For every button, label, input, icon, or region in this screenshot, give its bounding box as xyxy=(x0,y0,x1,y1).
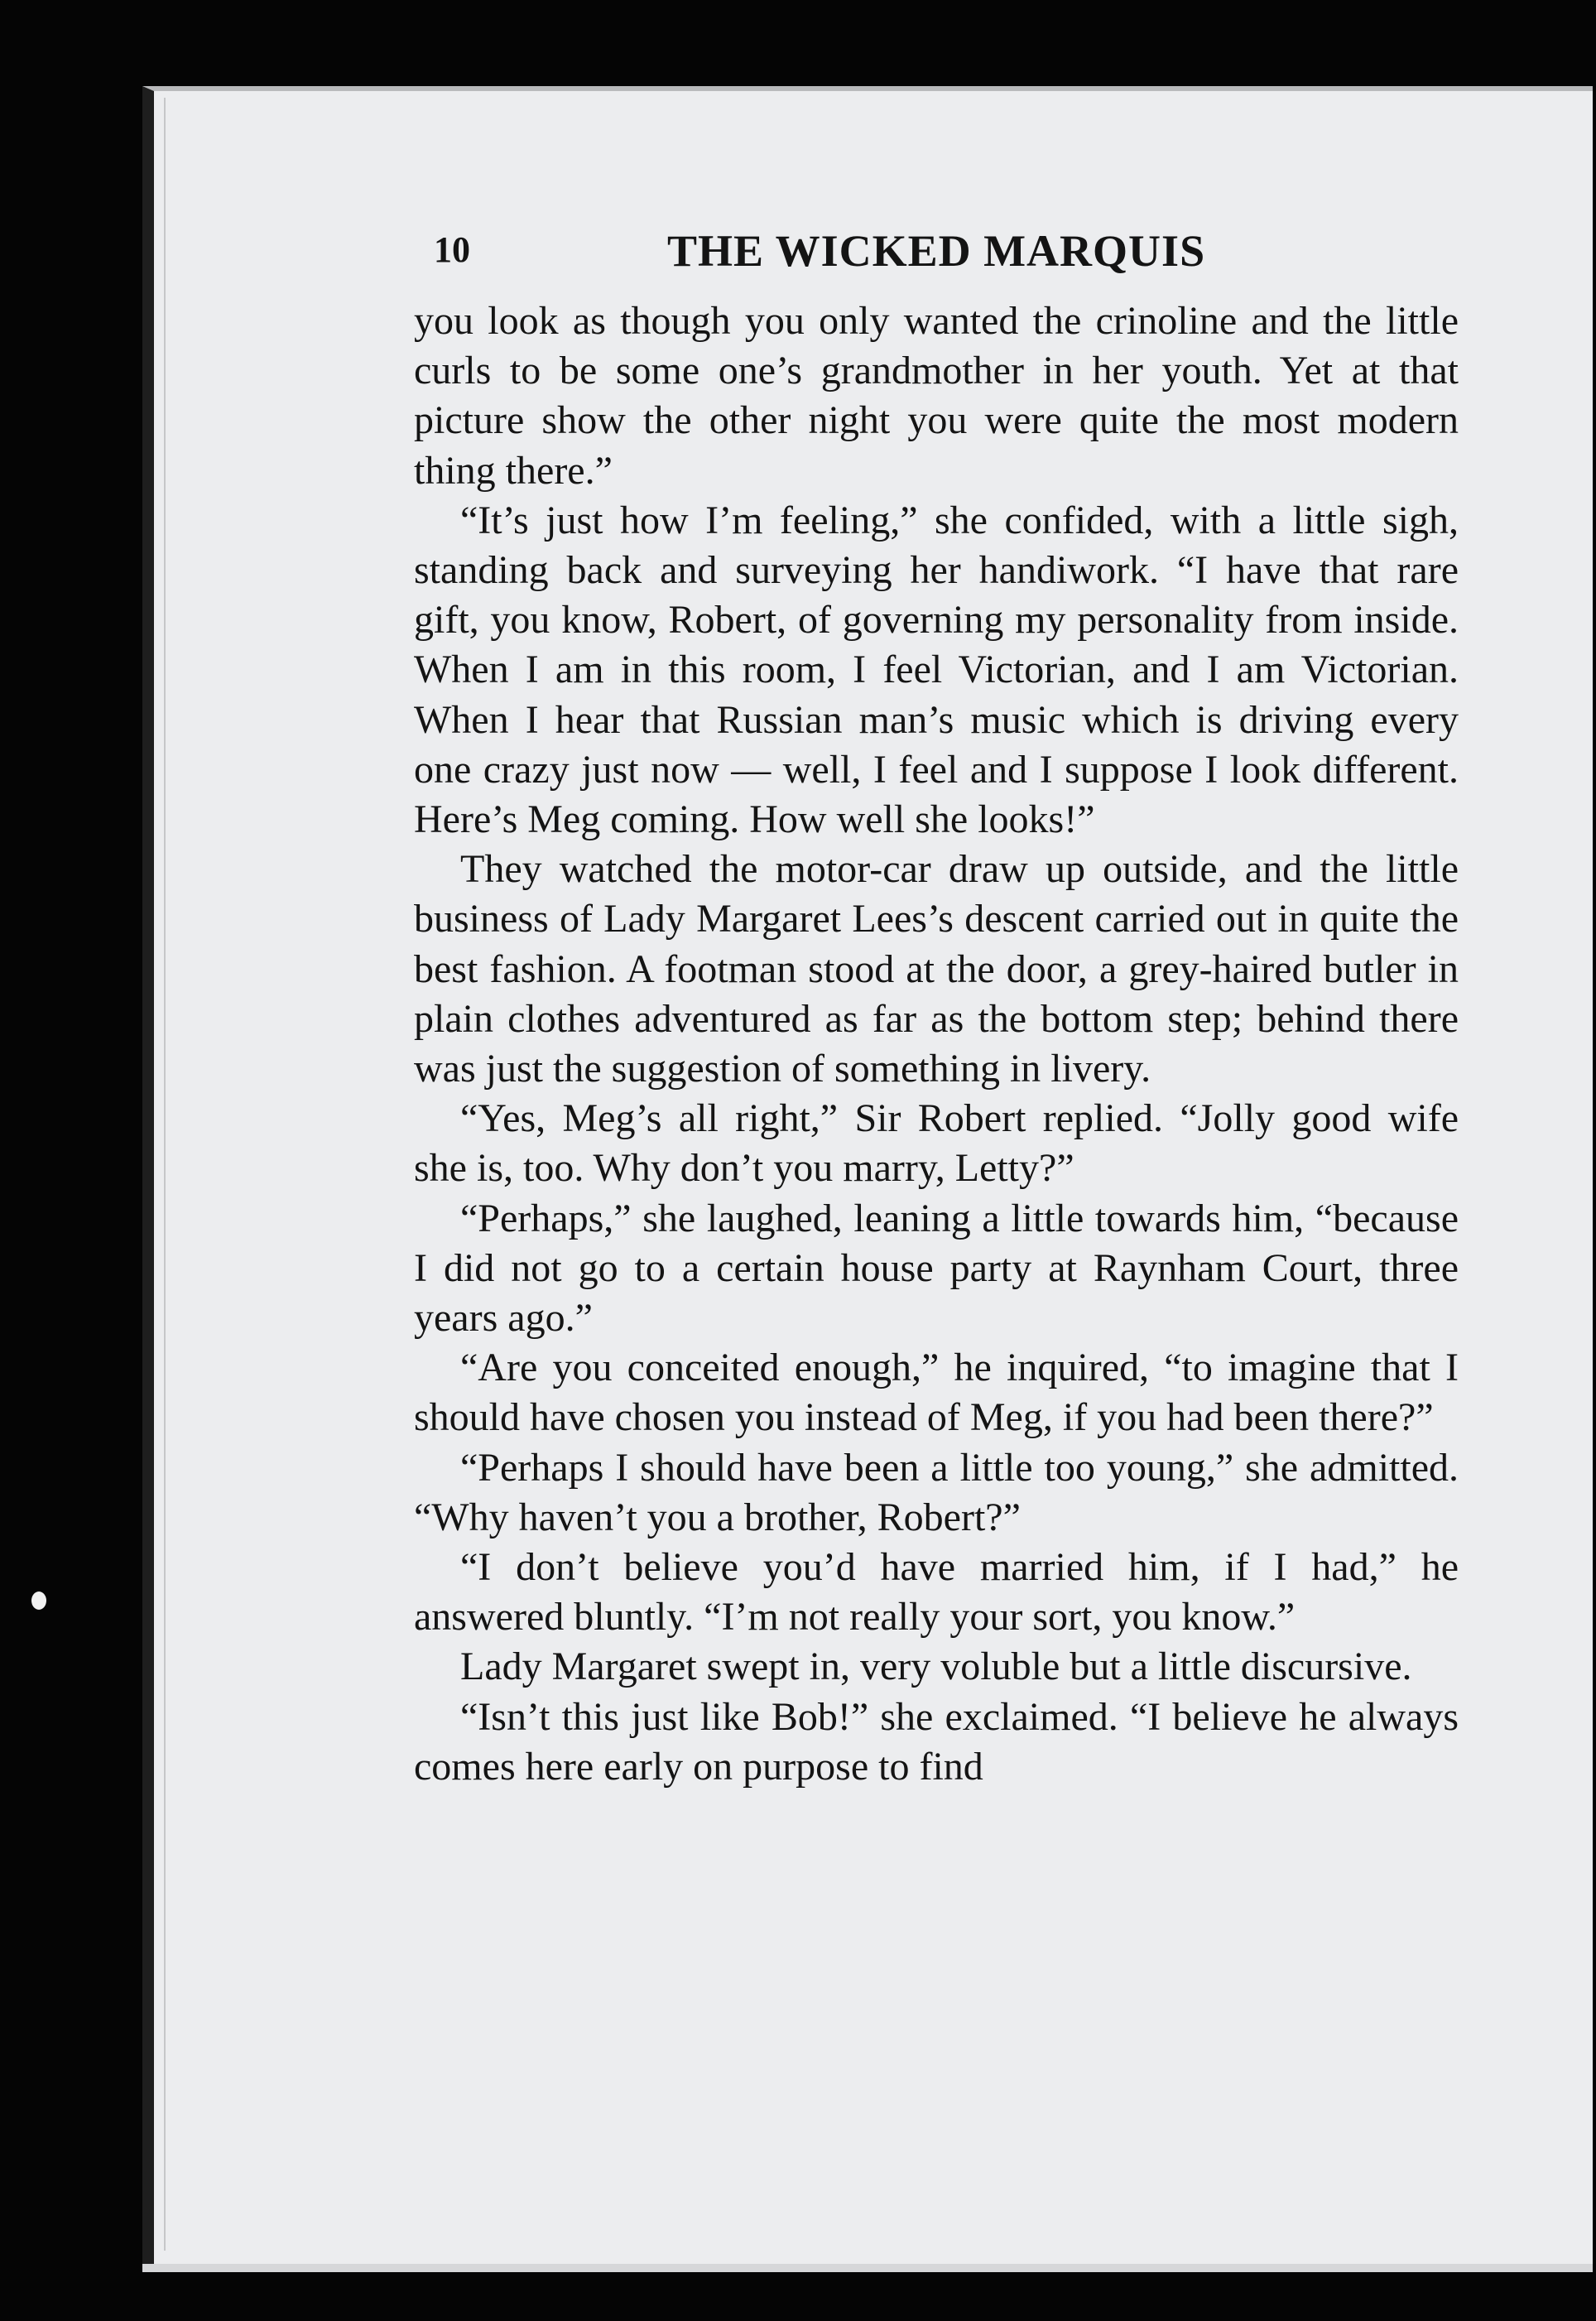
running-title: THE WICKED MARQUIS xyxy=(667,226,1206,276)
paragraph: “Yes, Meg’s all right,” Sir Robert replied. “Jolly good wife she is, too. Why don’t you marry, Letty?” xyxy=(414,1096,1459,1191)
body-text xyxy=(414,296,1459,1792)
paragraph: “Are you conceited enough,” he inquired, “to imagine that I should have chosen you instead of Meg, if you had been there?” xyxy=(414,1346,1459,1440)
page-number: 10 xyxy=(434,229,470,270)
paragraph: “Isn’t this just like Bob!” she exclaimed. “I believe he always comes here early on purpose to find xyxy=(414,1694,1459,1789)
scan-artifact-speck xyxy=(31,1591,46,1610)
page-binding-edge xyxy=(164,98,166,2251)
paragraph: you look as though you only wanted the crinoline and the little curls to be some one’s grandmother in her youth. Yet at that picture show the other night you were quite the most modern thing there.” xyxy=(414,299,1459,493)
page-bottom-edge xyxy=(142,2264,1593,2272)
running-header xyxy=(414,225,1482,291)
paragraph: Lady Margaret swept in, very voluble but a little discursive. xyxy=(460,1644,1412,1689)
paragraph: “It’s just how I’m feeling,” she confided, with a little sigh, standing back and surveying her handiwork. “I have that rare gift, you know, Robert, of governing my personality from inside. When I am in this room, I feel Victorian, and I am Victorian. When I hear that Russian man’s music which is driving every one crazy just now — well, I feel and I suppose I look different. Here’s Meg coming. How well she looks!” xyxy=(414,498,1459,842)
paragraph: They watched the motor-car draw up outside, and the little business of Lady Margaret Lees’s descent carried out in quite the best fashion. A footman stood at the door, a grey-haired butler in plain clothes adventured as far as the bottom step; behind there was just the suggestion of something in livery. xyxy=(414,847,1459,1091)
paragraph: “Perhaps I should have been a little too young,” she admitted. “Why haven’t you a brother, Robert?” xyxy=(414,1445,1459,1539)
paragraph: “I don’t believe you’d have married him, if I had,” he answered bluntly. “I’m not really your sort, you know.” xyxy=(414,1545,1459,1640)
paragraph: “Perhaps,” she laughed, leaning a little towards him, “because I did not go to a certain house party at Raynham Court, three years ago.” xyxy=(414,1196,1459,1341)
